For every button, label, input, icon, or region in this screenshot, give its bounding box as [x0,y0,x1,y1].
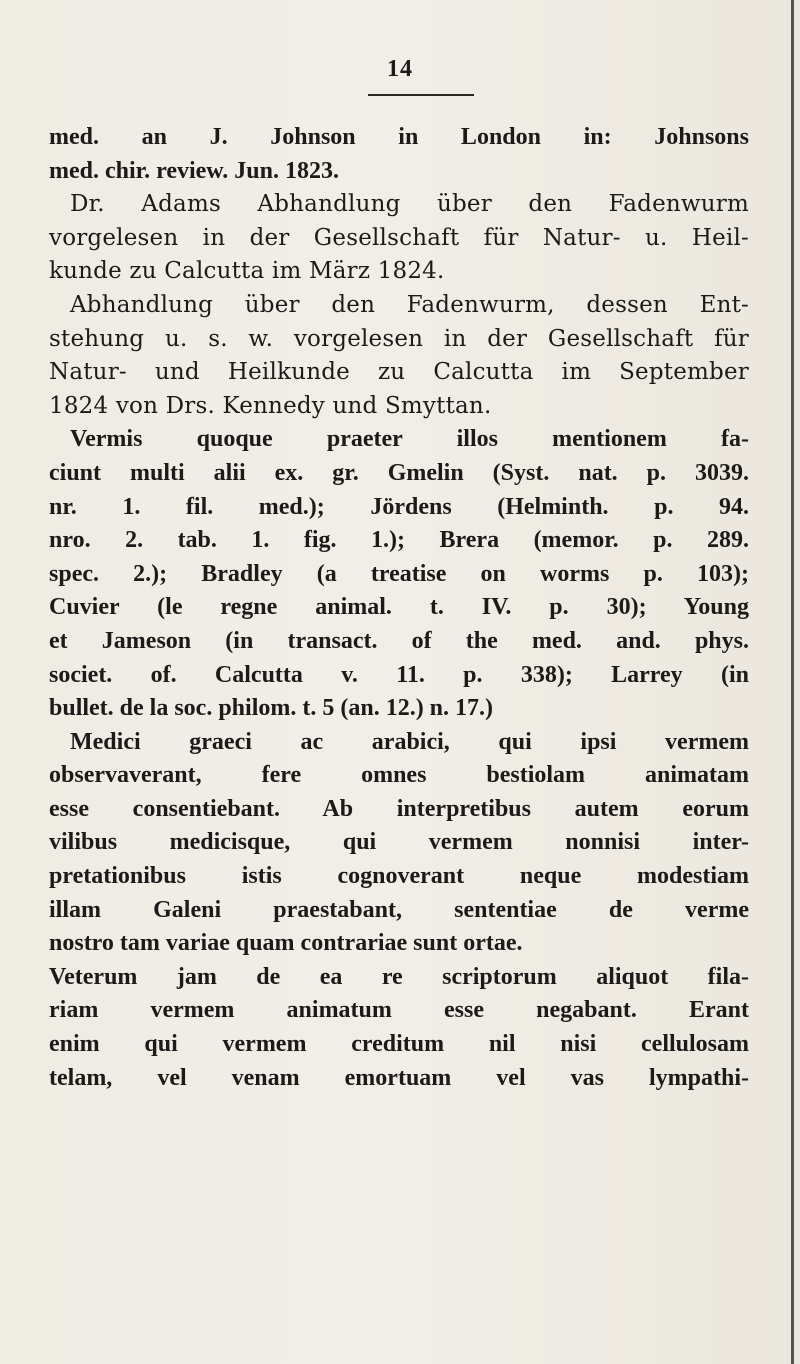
text-line: observaverant, fere omnes bestiolam animatam [49,762,749,789]
text-line: nostro tam variae quam contrariae sunt ortae. [49,930,523,957]
text-line: riam vermem animatum esse negabant. Erant [49,997,749,1024]
text-line: vorgelesen in der Gesellschaft für Natur- u. Heil- [49,224,749,251]
text-line: Medici graeci ac arabici, qui ipsi vermem [70,728,749,755]
text-line: Abhandlung über den Fadenwurm, dessen Ent- [70,291,749,318]
text-line: stehung u. s. w. vorgelesen in der Gesellschaft für [49,325,749,352]
page-number: 14 [387,56,413,82]
text-line: med. chir. review. Jun. 1823. [49,157,340,184]
text-line: nr. 1. fil. med.); Jördens (Helminth. p. 94. [49,493,749,520]
text-line: esse consentiebant. Ab interpretibus autem eorum [49,795,749,822]
text-line: med. an J. Johnson in London in: Johnsons [49,124,749,150]
text-line: Cuvier (le regne animal. t. IV. p. 30); Young [49,594,749,621]
text-line: pretationibus istis cognoverant neque modestiam [49,863,749,890]
text-line: Dr. Adams Abhandlung über den Fadenwurm [70,191,749,218]
text-line: Vermis quoque praeter illos mentionem fa- [70,426,749,453]
page-edge-shadow [791,0,794,1364]
text-line: nro. 2. tab. 1. fig. 1.); Brera (memor. p. 289. [49,527,749,554]
text-line: enim qui vermem creditum nil nisi cellulosam [49,1031,749,1058]
text-line: et Jameson (in transact. of the med. and. phys. [49,627,749,654]
text-line: kunde zu Calcutta im März 1824. [49,258,445,285]
text-line: illam Galeni praestabant, sententiae de verme [49,896,749,923]
header-rule [368,94,474,96]
text-line: ciunt multi alii ex. gr. Gmelin (Syst. nat. p. 3039. [49,459,749,486]
text-line: 1824 von Drs. Kennedy und Smyttan. [49,392,492,419]
text-line: spec. 2.); Bradley (a treatise on worms p. 103); [49,560,749,587]
text-line: telam, vel venam emortuam vel vas lympathi- [49,1064,749,1091]
text-line: Veterum jam de ea re scriptorum aliquot fila- [49,963,749,990]
text-line: bullet. de la soc. philom. t. 5 (an. 12.) n. 17.) [49,695,494,722]
text-line: vilibus medicisque, qui vermem nonnisi inter- [49,829,749,856]
body-text [49,121,749,1095]
text-line: Natur- und Heilkunde zu Calcutta im September [49,359,749,386]
text-line: societ. of. Calcutta v. 11. p. 338); Larrey (in [49,661,749,688]
